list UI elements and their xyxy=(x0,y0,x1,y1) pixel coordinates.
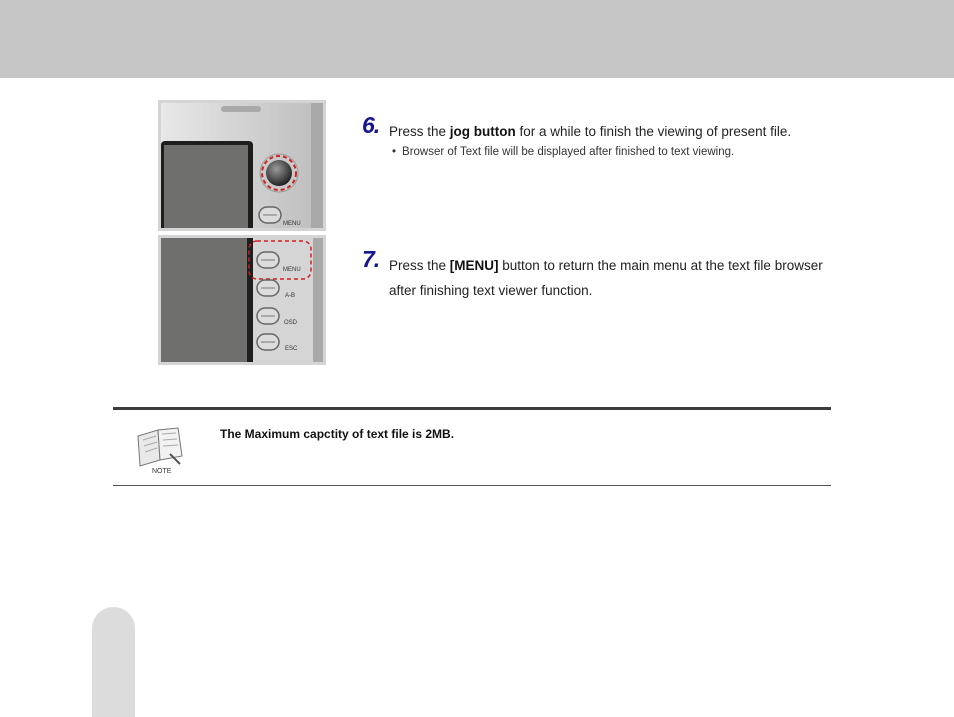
step-6-text: Press the jog button for a while to finish the viewing of present file. xyxy=(389,124,792,139)
menu-label: MENU xyxy=(283,267,301,273)
step-6-number: 6. xyxy=(362,112,380,138)
menu-label: MENU xyxy=(283,221,301,227)
header-band xyxy=(0,0,954,78)
step-7-bold: [MENU] xyxy=(449,258,499,273)
note-book-icon xyxy=(130,424,190,476)
esc-label: ESC xyxy=(285,346,298,352)
note-bottom-rule xyxy=(113,485,831,486)
step-6-bold: jog button xyxy=(449,124,516,139)
device-photo-jog-button xyxy=(158,100,326,231)
note-top-rule xyxy=(113,407,831,410)
step-7-text: Press the [MENU] button to return the main menu at the text file browser after finishing text viewer function. xyxy=(389,258,823,298)
note-text: The Maximum capctity of text file is 2MB. xyxy=(220,427,455,441)
step-6-bullet: • Browser of Text file will be displayed after finished to text viewing. xyxy=(392,146,735,158)
ab-label: A-B xyxy=(285,293,296,299)
page-side-tab xyxy=(92,607,135,717)
osd-label: OSD xyxy=(284,320,298,326)
device-photo-menu-buttons xyxy=(158,235,326,365)
step-7-number: 7. xyxy=(362,246,380,272)
note-icon-label: NOTE xyxy=(152,468,172,475)
